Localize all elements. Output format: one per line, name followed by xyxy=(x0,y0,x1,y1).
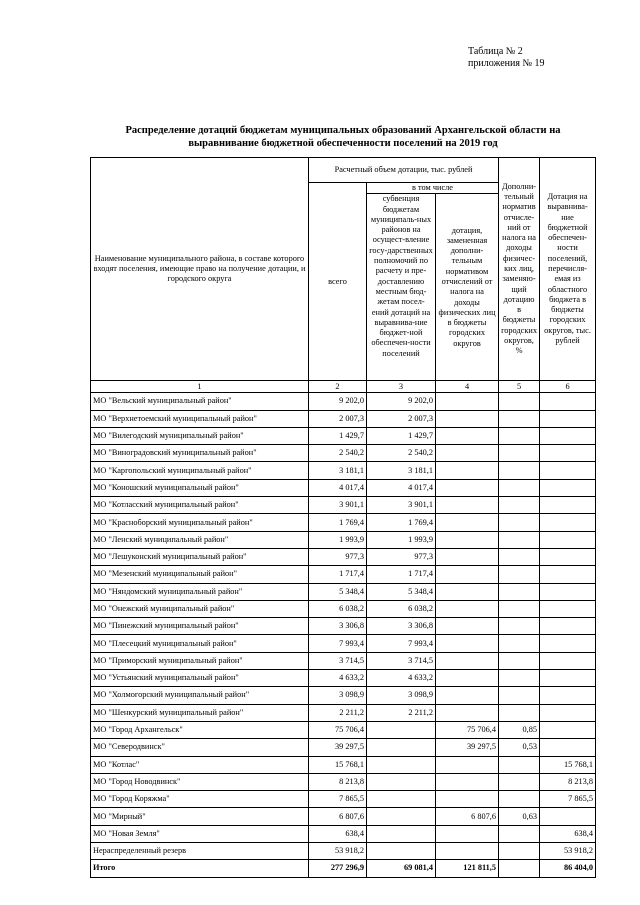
replaced-value xyxy=(436,773,499,790)
subvention-value: 5 348,4 xyxy=(367,583,436,600)
regional-value xyxy=(540,635,596,652)
norm-value xyxy=(499,393,540,410)
header-subvention: субвенция бюджетам муниципаль-ных районов на осущест-вление госу-дарственных полномочий по расчету и пре-доставлению местным бюд-жетам посел-ений дотаций на выравнива-ние бюджет-ной обеспечен-ности поселений xyxy=(367,194,436,381)
table-row xyxy=(91,566,596,583)
table-row xyxy=(91,791,596,808)
table-row xyxy=(91,531,596,548)
subvention-value: 1 769,4 xyxy=(367,514,436,531)
norm-value xyxy=(499,860,540,877)
total-value: 7 865,5 xyxy=(309,791,367,808)
municipality-name: МО "Устьянский муниципальный район" xyxy=(91,670,309,687)
subvention-value: 69 081,4 xyxy=(367,860,436,877)
subvention-value: 1 717,4 xyxy=(367,566,436,583)
regional-value xyxy=(540,514,596,531)
replaced-value: 75 706,4 xyxy=(436,721,499,738)
norm-value xyxy=(499,427,540,444)
total-value: 4 017,4 xyxy=(309,479,367,496)
replaced-value xyxy=(436,497,499,514)
total-value: 15 768,1 xyxy=(309,756,367,773)
replaced-value xyxy=(436,600,499,617)
replaced-value xyxy=(436,704,499,721)
municipality-name: МО "Няндомский муниципальный район" xyxy=(91,583,309,600)
norm-value: 0,53 xyxy=(499,739,540,756)
header-including: в том числе xyxy=(367,183,499,194)
header-regional: Дотация на выравнива-ние бюджетной обеспечен-ности поселений, перечисля-емая из областного бюджета в бюджеты городских округов, тыс. рублей xyxy=(540,158,596,381)
table-row xyxy=(91,825,596,842)
replaced-value xyxy=(436,670,499,687)
subvention-value: 4 633,2 xyxy=(367,670,436,687)
norm-value xyxy=(499,670,540,687)
column-number: 4 xyxy=(436,381,499,393)
municipality-name: МО "Виноградовский муниципальный район" xyxy=(91,445,309,462)
municipality-name: МО "Северодвинск" xyxy=(91,739,309,756)
table-row xyxy=(91,756,596,773)
replaced-value xyxy=(436,531,499,548)
regional-value xyxy=(540,548,596,565)
regional-value: 8 213,8 xyxy=(540,773,596,790)
municipality-name: МО "Ленский муниципальный район" xyxy=(91,531,309,548)
replaced-value xyxy=(436,445,499,462)
norm-value xyxy=(499,566,540,583)
table-row xyxy=(91,739,596,756)
column-number-row xyxy=(91,381,596,393)
municipality-name: МО "Город Коряжма" xyxy=(91,791,309,808)
municipality-name: МО "Красноборский муниципальный район" xyxy=(91,514,309,531)
table-row xyxy=(91,514,596,531)
total-value: 277 296,9 xyxy=(309,860,367,877)
regional-value xyxy=(540,739,596,756)
header-total: всего xyxy=(309,183,367,381)
replaced-value xyxy=(436,583,499,600)
municipality-name: МО "Город Новодвинск" xyxy=(91,773,309,790)
municipality-name: МО "Онежский муниципальный район" xyxy=(91,600,309,617)
regional-value xyxy=(540,583,596,600)
appendix-number: приложения № 19 xyxy=(468,58,545,69)
table-row xyxy=(91,652,596,669)
regional-value xyxy=(540,566,596,583)
norm-value xyxy=(499,704,540,721)
table-row xyxy=(91,618,596,635)
total-value: 3 181,1 xyxy=(309,462,367,479)
subsidy-table xyxy=(90,157,596,878)
subvention-value: 3 306,8 xyxy=(367,618,436,635)
subvention-value xyxy=(367,773,436,790)
header-additional-norm: Дополни-тельный норматив отчисле-ний от налога на доходы физичес-ких лиц, заменяю-щий дотацию в бюджеты городских округов, % xyxy=(499,158,540,381)
norm-value xyxy=(499,462,540,479)
header-calc-volume: Расчетный объем дотации, тыс. рублей xyxy=(309,158,499,183)
norm-value xyxy=(499,791,540,808)
regional-value: 53 918,2 xyxy=(540,843,596,860)
total-value: 2 007,3 xyxy=(309,410,367,427)
subvention-value: 3 714,5 xyxy=(367,652,436,669)
total-value: 3 901,1 xyxy=(309,497,367,514)
norm-value xyxy=(499,497,540,514)
subvention-value: 1 993,9 xyxy=(367,531,436,548)
subvention-value xyxy=(367,739,436,756)
municipality-name: МО "Лешуконский муниципальный район" xyxy=(91,548,309,565)
norm-value: 0,63 xyxy=(499,808,540,825)
subvention-value xyxy=(367,756,436,773)
norm-value: 0,85 xyxy=(499,721,540,738)
regional-value: 15 768,1 xyxy=(540,756,596,773)
municipality-name: МО "Приморский муниципальный район" xyxy=(91,652,309,669)
total-value: 1 429,7 xyxy=(309,427,367,444)
total-value: 6 038,2 xyxy=(309,600,367,617)
regional-value xyxy=(540,531,596,548)
municipality-name: Нераспределенный резерв xyxy=(91,843,309,860)
total-value: 3 306,8 xyxy=(309,618,367,635)
table-row xyxy=(91,687,596,704)
total-value: 8 213,8 xyxy=(309,773,367,790)
subvention-value xyxy=(367,721,436,738)
table-row xyxy=(91,808,596,825)
norm-value xyxy=(499,479,540,496)
subvention-value: 2 540,2 xyxy=(367,445,436,462)
regional-value xyxy=(540,721,596,738)
replaced-value: 121 811,5 xyxy=(436,860,499,877)
total-value: 2 540,2 xyxy=(309,445,367,462)
total-row xyxy=(91,860,596,877)
total-value: 39 297,5 xyxy=(309,739,367,756)
table-row xyxy=(91,445,596,462)
total-value: 1 993,9 xyxy=(309,531,367,548)
municipality-name: МО "Пинежский муниципальный район" xyxy=(91,618,309,635)
table-row xyxy=(91,462,596,479)
regional-value xyxy=(540,410,596,427)
table-row xyxy=(91,600,596,617)
regional-value xyxy=(540,704,596,721)
regional-value xyxy=(540,808,596,825)
norm-value xyxy=(499,825,540,842)
regional-value xyxy=(540,462,596,479)
document-title xyxy=(100,124,586,150)
regional-value xyxy=(540,427,596,444)
table-row xyxy=(91,393,596,410)
table-row xyxy=(91,843,596,860)
total-value: 3 714,5 xyxy=(309,652,367,669)
replaced-value xyxy=(436,462,499,479)
appendix-note xyxy=(468,46,545,70)
norm-value xyxy=(499,548,540,565)
regional-value xyxy=(540,445,596,462)
table-row xyxy=(91,479,596,496)
regional-value xyxy=(540,687,596,704)
norm-value xyxy=(499,618,540,635)
replaced-value xyxy=(436,843,499,860)
column-number: 2 xyxy=(309,381,367,393)
replaced-value xyxy=(436,825,499,842)
total-value: 4 633,2 xyxy=(309,670,367,687)
total-value: 75 706,4 xyxy=(309,721,367,738)
table-row xyxy=(91,410,596,427)
municipality-name: МО "Котлас" xyxy=(91,756,309,773)
subvention-value: 3 901,1 xyxy=(367,497,436,514)
norm-value xyxy=(499,756,540,773)
municipality-name: Итого xyxy=(91,860,309,877)
replaced-value xyxy=(436,548,499,565)
norm-value xyxy=(499,773,540,790)
total-value: 977,3 xyxy=(309,548,367,565)
table-row xyxy=(91,427,596,444)
replaced-value xyxy=(436,410,499,427)
title-line-1: Распределение дотаций бюджетам муниципальных образований Архангельской области на xyxy=(125,125,561,136)
municipality-name: МО "Холмогорский муниципальный район" xyxy=(91,687,309,704)
norm-value xyxy=(499,652,540,669)
municipality-name: МО "Город Архангельск" xyxy=(91,721,309,738)
replaced-value xyxy=(436,514,499,531)
replaced-value xyxy=(436,393,499,410)
replaced-value: 39 297,5 xyxy=(436,739,499,756)
regional-value xyxy=(540,652,596,669)
regional-value xyxy=(540,600,596,617)
norm-value xyxy=(499,600,540,617)
municipality-name: МО "Мирный" xyxy=(91,808,309,825)
regional-value: 86 404,0 xyxy=(540,860,596,877)
municipality-name: МО "Мезенский муниципальный район" xyxy=(91,566,309,583)
total-value: 3 098,9 xyxy=(309,687,367,704)
subvention-value xyxy=(367,791,436,808)
table-row xyxy=(91,773,596,790)
norm-value xyxy=(499,410,540,427)
total-value: 6 807,6 xyxy=(309,808,367,825)
table-number: Таблица № 2 xyxy=(468,46,523,57)
replaced-value xyxy=(436,618,499,635)
table-row xyxy=(91,721,596,738)
subvention-value xyxy=(367,808,436,825)
table-row xyxy=(91,670,596,687)
total-value: 638,4 xyxy=(309,825,367,842)
column-number: 1 xyxy=(91,381,309,393)
subvention-value: 977,3 xyxy=(367,548,436,565)
regional-value: 7 865,5 xyxy=(540,791,596,808)
table-row xyxy=(91,548,596,565)
header-replaced: дотация, замененная дополни-тельным нормативом отчислений от налога на доходы физических лиц в бюджеты городских округов xyxy=(436,194,499,381)
norm-value xyxy=(499,687,540,704)
regional-value xyxy=(540,618,596,635)
total-value: 53 918,2 xyxy=(309,843,367,860)
norm-value xyxy=(499,514,540,531)
subvention-value xyxy=(367,825,436,842)
municipality-name: МО "Котласский муниципальный район" xyxy=(91,497,309,514)
replaced-value xyxy=(436,791,499,808)
replaced-value xyxy=(436,427,499,444)
regional-value xyxy=(540,670,596,687)
regional-value xyxy=(540,393,596,410)
subvention-value: 2 007,3 xyxy=(367,410,436,427)
subvention-value: 6 038,2 xyxy=(367,600,436,617)
column-number: 5 xyxy=(499,381,540,393)
norm-value xyxy=(499,583,540,600)
subvention-value: 2 211,2 xyxy=(367,704,436,721)
subvention-value: 3 181,1 xyxy=(367,462,436,479)
norm-value xyxy=(499,531,540,548)
table-row xyxy=(91,583,596,600)
replaced-value xyxy=(436,635,499,652)
table-row xyxy=(91,704,596,721)
norm-value xyxy=(499,445,540,462)
header-name: Наименование муниципального района, в составе которого входят поселения, имеющие право на получение дотации, и городского округа xyxy=(91,158,309,381)
subvention-value: 4 017,4 xyxy=(367,479,436,496)
municipality-name: МО "Вельский муниципальный район" xyxy=(91,393,309,410)
norm-value xyxy=(499,843,540,860)
municipality-name: МО "Шенкурский муниципальный район" xyxy=(91,704,309,721)
column-number: 3 xyxy=(367,381,436,393)
total-value: 9 202,0 xyxy=(309,393,367,410)
column-number: 6 xyxy=(540,381,596,393)
replaced-value xyxy=(436,687,499,704)
municipality-name: МО "Плесецкий муниципальный район" xyxy=(91,635,309,652)
table-row xyxy=(91,635,596,652)
replaced-value xyxy=(436,479,499,496)
total-value: 2 211,2 xyxy=(309,704,367,721)
municipality-name: МО "Вилегодский муниципальный район" xyxy=(91,427,309,444)
subvention-value: 7 993,4 xyxy=(367,635,436,652)
total-value: 1 769,4 xyxy=(309,514,367,531)
subvention-value: 9 202,0 xyxy=(367,393,436,410)
replaced-value xyxy=(436,652,499,669)
subvention-value xyxy=(367,843,436,860)
subvention-value: 3 098,9 xyxy=(367,687,436,704)
regional-value xyxy=(540,497,596,514)
regional-value xyxy=(540,479,596,496)
table-row xyxy=(91,497,596,514)
replaced-value xyxy=(436,566,499,583)
norm-value xyxy=(499,635,540,652)
replaced-value xyxy=(436,756,499,773)
municipality-name: МО "Верхнетоемский муниципальный район" xyxy=(91,410,309,427)
total-value: 7 993,4 xyxy=(309,635,367,652)
municipality-name: МО "Новая Земля" xyxy=(91,825,309,842)
total-value: 1 717,4 xyxy=(309,566,367,583)
regional-value: 638,4 xyxy=(540,825,596,842)
title-line-2: выравнивание бюджетной обеспеченности поселений на 2019 год xyxy=(188,138,498,149)
total-value: 5 348,4 xyxy=(309,583,367,600)
replaced-value: 6 807,6 xyxy=(436,808,499,825)
municipality-name: МО "Коношский муниципальный район" xyxy=(91,479,309,496)
subvention-value: 1 429,7 xyxy=(367,427,436,444)
municipality-name: МО "Каргопольский муниципальный район" xyxy=(91,462,309,479)
